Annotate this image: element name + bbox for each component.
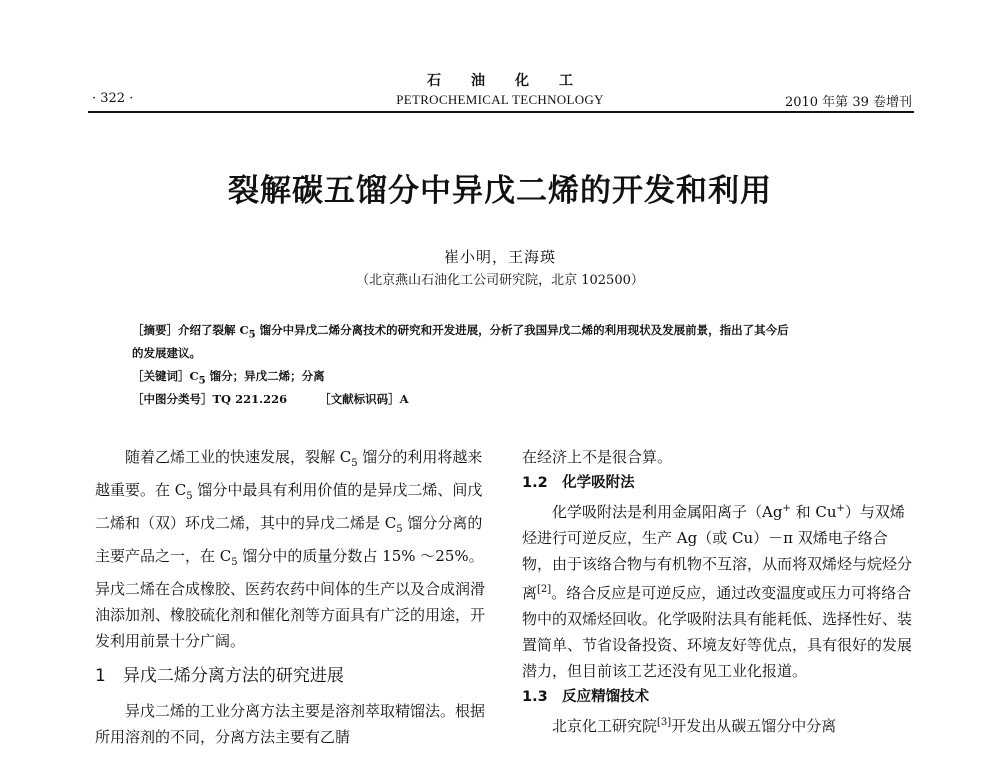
journal-title-en: PETROCHEMICAL TECHNOLOGY [396,92,604,107]
text: 馏分中的质量分数占 15% ～25%。异戊二烯在合成橡胶、医药农药中间体的生产以及合成润滑油添加剂、橡胶硫化剂和催化剂等方面具有广泛的用途，开发利用前景十分广阔。 [95,547,486,650]
text: 化学吸附法是利用金属阳离子（Ag [552,503,783,521]
doc-value: A [399,392,409,406]
clc-label: ［中图分类号］ [132,392,213,406]
page-number: · 322 · [92,91,134,106]
keywords-line [132,368,325,386]
text: 开发出从碳五馏分中分离 [671,717,837,735]
abstract-line-1 [132,322,789,340]
keywords-text: 馏分；异戊二烯；分离 [205,369,325,383]
paragraph: 异戊二烯的工业分离方法主要是溶剂萃取精馏法。根据所用溶剂的不同，分离方法主要有乙腈 [95,702,486,746]
abstract-text: 馏分中异戊二烯分离技术的研究和开发进展，分析了我国异戊二烯的利用现状及发展前景，指出了其今后 [255,323,789,337]
article-authors: 崔小明，王海瑛 [443,248,556,266]
keywords-label: ［关键词］ [132,369,190,383]
citation: [2] [537,584,552,595]
issue-info: 2010 年第 39 卷增刊 [784,95,912,110]
paragraph [95,444,490,654]
section-heading-1-3: 1.3 反应精馏技术 [522,689,650,705]
clc-value: TQ 221.226 [212,392,288,406]
abstract-text: 介绍了裂解 C [178,323,249,337]
doc-label: ［文献标识码］ [319,392,400,406]
journal-title-cn: 石油化工 [427,73,603,89]
paragraph [522,496,912,684]
text: 馏分中最具有利用价值的是异戊二烯、间戊二烯和（双）环戊二烯，其中的异戊二烯是 C [95,481,483,532]
section-heading-1: 1 异戊二烯分离方法的研究进展 [95,666,344,686]
subscript: 5 [231,557,238,568]
classification-line [132,391,409,407]
subscript: 5 [198,375,206,387]
text: ）与双烯烃进行可逆反应，生产 Ag（或 Cu）－π 双烯电子络合物，由于该络合物与有机物不互溶，从而将双烯烃与烷烃分离 [522,503,913,602]
header-rule [88,111,914,113]
text: 馏分的利用将越来越重要。在 C [95,448,483,499]
article-affiliation: （北京燕山石油化工公司研究院，北京 102500） [356,273,644,288]
body-column-left [95,444,490,750]
text: 馏分分离的主要产品之一，在 C [95,514,483,565]
text: 北京化工研究院 [552,717,658,735]
paragraph: 在经济上不是很合算。 [522,448,673,466]
paragraph [522,710,912,739]
section-heading-1-2: 1.2 化学吸附法 [522,475,635,491]
article-title: 裂解碳五馏分中异戊二烯的开发和利用 [228,173,772,209]
abstract-line-2: 的发展建议。 [132,346,201,360]
subscript: 5 [351,458,358,469]
abstract-label: ［摘要］ [132,323,178,337]
superscript: + [782,503,791,514]
citation: [3] [657,717,672,728]
text: 随着乙烯工业的快速发展，裂解 C [125,448,352,466]
subscript: 5 [186,491,193,502]
body-column-right [522,444,912,739]
subscript: 5 [248,329,256,341]
keywords-text: C [189,369,199,383]
subscript: 5 [396,524,403,535]
text: 和 Cu [790,503,837,521]
text: 。络合反应是可逆反应，通过改变温度或压力可将络合物中的双烯烃回收。化学吸附法具有能耗低、选择性好、装置简单、节省设备投资、环境友好等优点，具有很好的发展潜力，但目前该工艺还没有见工业化报道。 [522,584,913,680]
superscript: + [836,503,845,514]
